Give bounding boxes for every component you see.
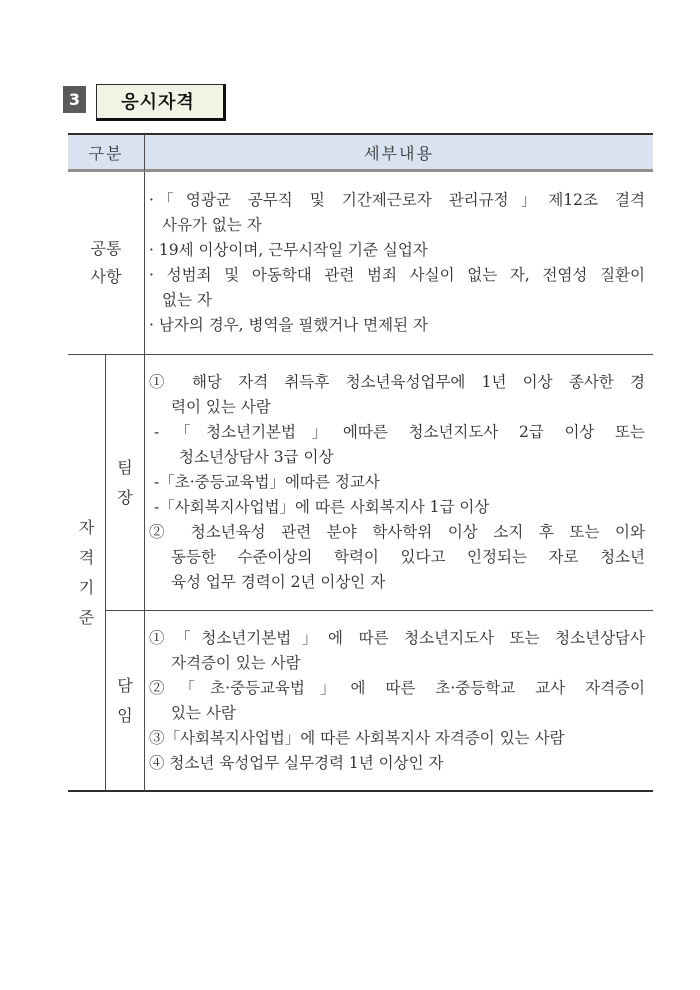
text-line: 없는 자 (162, 291, 212, 309)
text-line: · 남자의 경우, 병역을 필했거나 면제된 자 (149, 316, 428, 334)
text-line: ④ 청소년 육성업무 실무경력 1년 이상인 자 (149, 753, 444, 772)
text-line: 있는 사람 (171, 703, 236, 722)
text-line: 력이 있는 사람 (171, 398, 271, 416)
text-line: ③「사회복지사업법」에 따른 사회복지사 자격증이 있는 사람 (149, 728, 565, 747)
label-char: 장 (117, 487, 133, 507)
text-line: -「초·중등교육법」에따른 정교사 (154, 473, 380, 491)
row-label-homeroom (105, 610, 144, 792)
text-line: · 19세 이상이며, 근무시작일 기준 실업자 (149, 241, 428, 259)
text-line: 사유가 없는 자 (162, 216, 262, 234)
label-char: 기 (78, 577, 95, 597)
table-header-details: 세부내용 (144, 133, 653, 172)
label-char: 공통 (90, 239, 122, 258)
text-line: ·「영광군 공무직 및 기간제근로자 관리규정」제12조 결격 (149, 191, 645, 209)
cell-common-requirements (144, 172, 653, 354)
section-number-badge: 3 (63, 86, 86, 113)
label-char: 임 (117, 705, 133, 725)
label-char: 사항 (90, 267, 122, 286)
text-line: -「청소년기본법」에따른 청소년지도사 2급 이상 또는 (154, 423, 645, 441)
section-title: 응시자격 (96, 84, 226, 121)
qualification-table (68, 133, 653, 792)
row-label-common-requirements (68, 172, 144, 354)
label-char: 자 (78, 517, 95, 537)
text-line: -「사회복지사업법」에 따른 사회복지사 1급 이상 (154, 498, 490, 516)
cell-homeroom-criteria (144, 610, 653, 792)
cell-team-leader-criteria (144, 354, 653, 610)
label-char: 준 (78, 607, 95, 627)
table-header-category: 구분 (68, 133, 144, 172)
text-line: ① 해당 자격 취득후 청소년육성업무에 1년 이상 종사한 경 (149, 373, 645, 391)
text-line: 육성 업무 경력이 2년 이상인 자 (171, 573, 386, 591)
text-line: 동등한 수준이상의 학력이 있다고 인정되는 자로 청소년 (171, 548, 645, 566)
text-line: · 성범죄 및 아동학대 관련 범죄 사실이 없는 자, 전염성 질환이 (149, 266, 645, 284)
text-line: 청소년상담사 3급 이상 (179, 448, 334, 466)
label-char: 담 (117, 675, 133, 695)
text-line: ②「초·중등교육법」에 따른 초·중등학교 교사 자격증이 (149, 678, 645, 697)
row-label-team-leader (105, 354, 144, 610)
text-line: 자격증이 있는 사람 (171, 653, 301, 672)
text-line: ② 청소년육성 관련 분야 학사학위 이상 소지 후 또는 이와 (149, 523, 645, 541)
text-line: ①「청소년기본법」에 따른 청소년지도사 또는 청소년상담사 (149, 628, 645, 647)
section-heading (63, 84, 226, 121)
label-char: 팀 (117, 457, 133, 477)
label-char: 격 (78, 547, 95, 567)
row-label-qualification-criteria (68, 354, 105, 792)
